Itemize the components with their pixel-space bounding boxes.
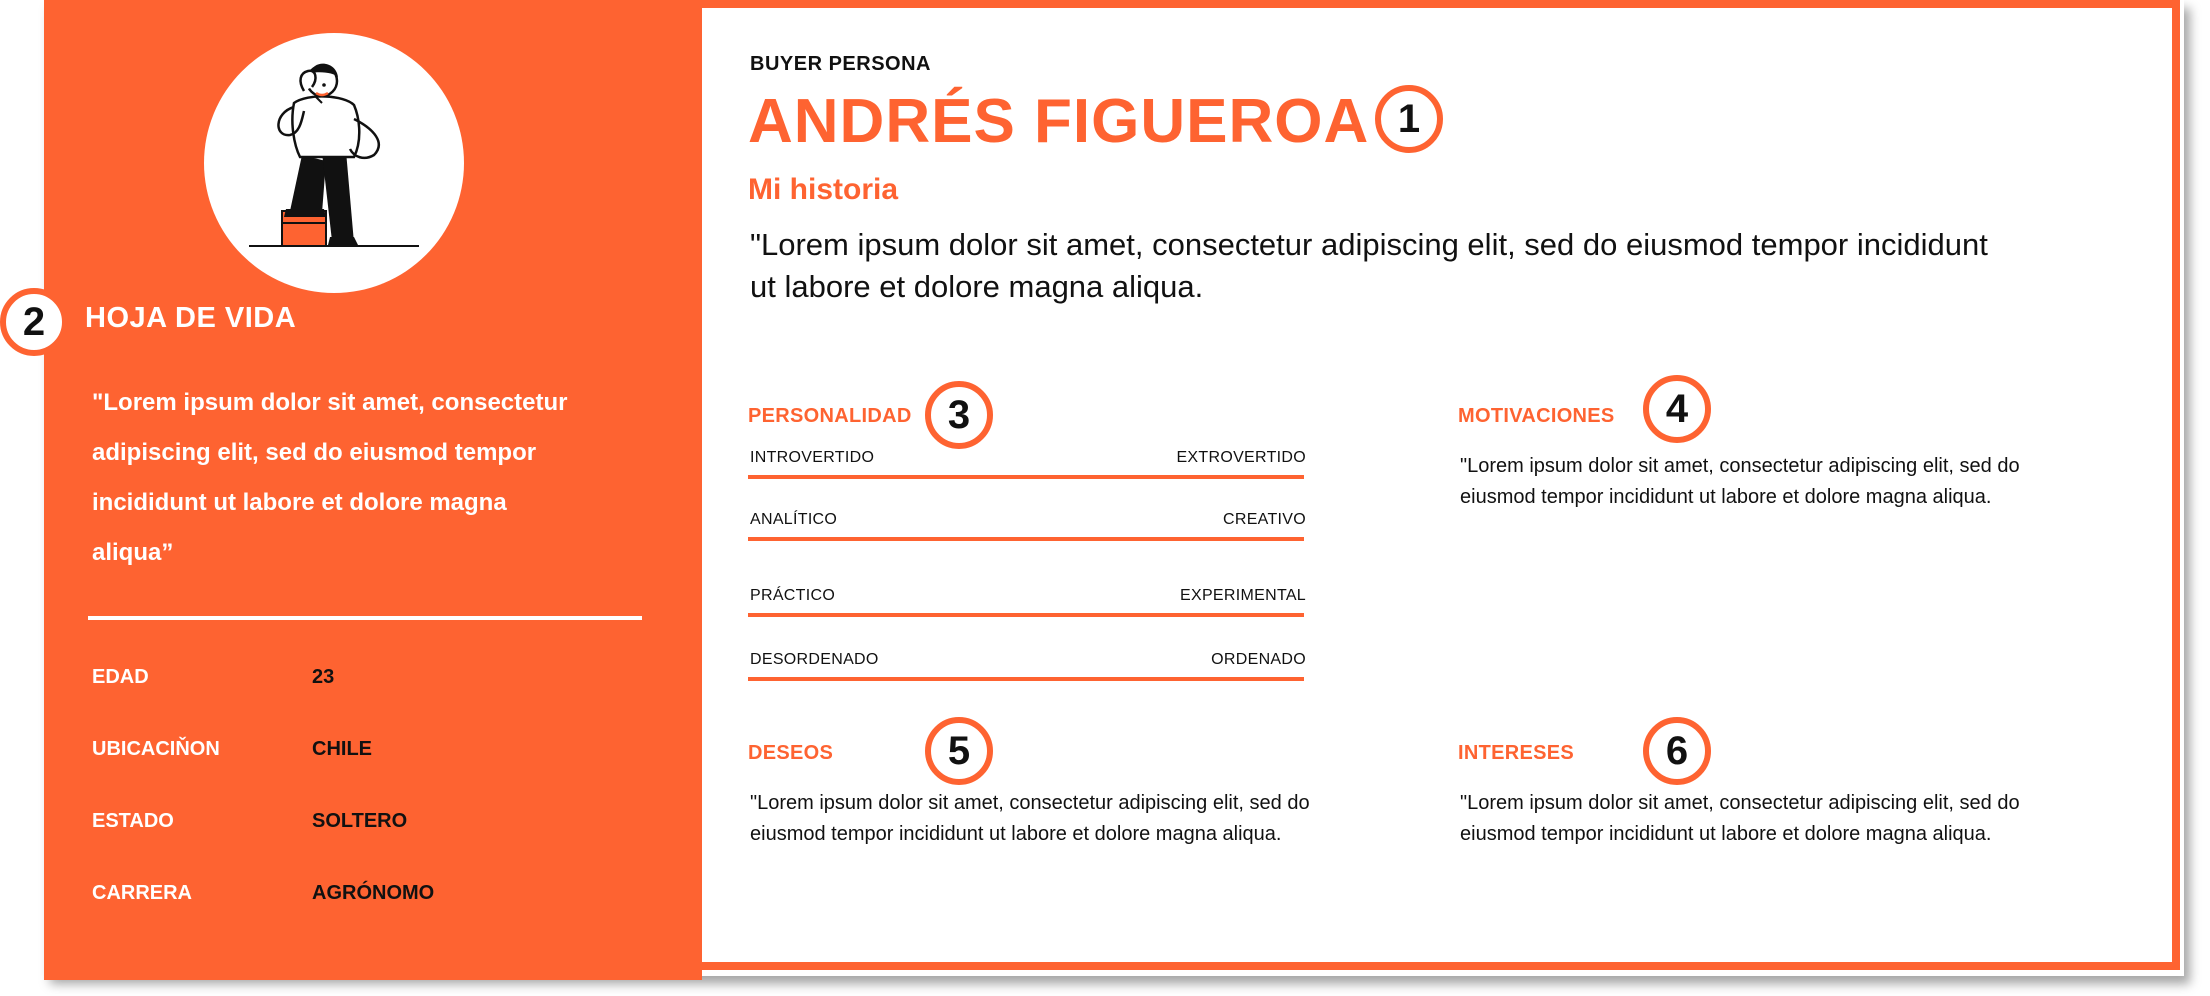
info-value: CHILE [312, 738, 372, 760]
scale-line [748, 613, 1304, 617]
buyer-persona-label: BUYER PERSONA [750, 53, 931, 75]
scale-left-label: PRÁCTICO [750, 587, 836, 604]
section-badge-6: 6 [1643, 717, 1711, 785]
section-badge-3: 3 [925, 381, 993, 449]
story-text: "Lorem ipsum dolor sit amet, consectetur adipiscing elit, sed do eiusmod tempor incididunt ut labore et dolore magna aliqua. [750, 227, 1988, 304]
section-badge-1: 1 [1375, 85, 1443, 153]
scale-right-label: EXPERIMENTAL [1180, 587, 1306, 604]
avatar [204, 33, 464, 293]
section-badge-4: 4 [1643, 375, 1711, 443]
hoja-de-vida-quote: "Lorem ipsum dolor sit amet, consectetur adipiscing elit, sed do eiusmod tempor incididunt ut labore et dolore magna aliqua” [92, 389, 568, 566]
info-label: CARRERA [92, 882, 192, 904]
persona-name: ANDRÉS FIGUEROA [748, 87, 1370, 156]
info-label: EDAD [92, 666, 149, 688]
scale-left-label: INTROVERTIDO [750, 449, 875, 466]
info-value: SOLTERO [312, 810, 408, 832]
scale-line [748, 537, 1304, 541]
story-title: Mi historia [748, 173, 899, 206]
interests-text: "Lorem ipsum dolor sit amet, consectetur adipiscing elit, sed do eiusmod tempor incididunt ut labore et dolore magna aliqua. [1460, 792, 2020, 845]
scale-left-label: DESORDENADO [750, 651, 879, 668]
scale-right-label: ORDENADO [1211, 651, 1306, 668]
interests-title: INTERESES [1458, 742, 1575, 764]
personality-title: PERSONALIDAD [748, 405, 912, 427]
info-label: UBICACIŇON [92, 738, 220, 760]
scale-right-label: CREATIVO [1222, 511, 1306, 528]
desires-title: DESEOS [748, 742, 834, 764]
scale-left-label: ANALÍTICO [750, 511, 838, 528]
desires-text: "Lorem ipsum dolor sit amet, consectetur adipiscing elit, sed do eiusmod tempor incididunt ut labore et dolore magna aliqua. [750, 792, 1310, 845]
hoja-de-vida-title: HOJA DE VIDA [85, 302, 297, 334]
motivations-text: "Lorem ipsum dolor sit amet, consectetur adipiscing elit, sed do eiusmod tempor incididunt ut labore et dolore magna aliqua. [1460, 455, 2020, 508]
section-badge-5: 5 [925, 717, 993, 785]
info-value: AGRÓNOMO [312, 882, 435, 904]
motivations-title: MOTIVACIONES [1458, 405, 1615, 427]
scale-line [748, 475, 1304, 479]
scale-right-label: EXTROVERTIDO [1176, 449, 1306, 466]
section-badge-2: 2 [0, 288, 68, 356]
info-value: 23 [312, 666, 335, 688]
info-label: ESTADO [92, 810, 174, 832]
sidebar-divider [88, 616, 642, 620]
scale-line [748, 677, 1304, 681]
person-thinking-illustration-icon [204, 33, 464, 293]
